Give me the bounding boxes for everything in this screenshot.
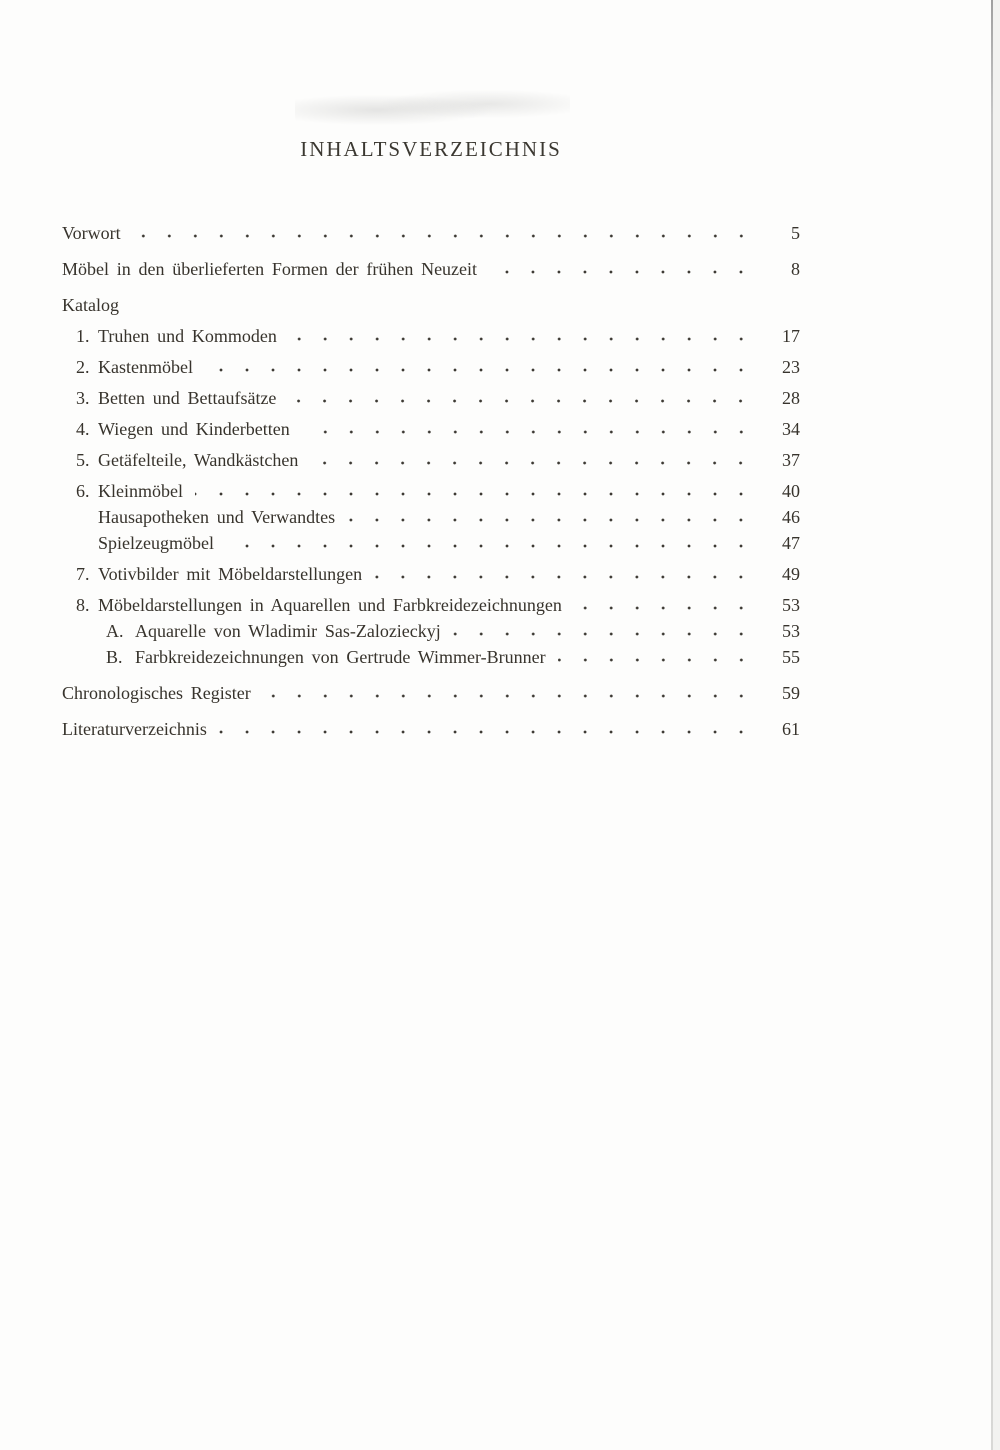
page-title: INHALTSVERZEICHNIS (300, 137, 562, 161)
toc-entry-kleinmoebel (62, 480, 800, 502)
toc-page-number: 5 (791, 223, 800, 243)
dot-leader (219, 728, 754, 736)
toc-page-number: 53 (782, 621, 800, 641)
toc-entry-farbkreidezeichnungen (62, 646, 800, 668)
toc-entry-label: Kleinmöbel (98, 481, 183, 501)
toc-entry-label: Literaturverzeichnis (62, 719, 207, 739)
toc-page-number: 49 (782, 564, 800, 584)
toc-entry-number: 6. (76, 481, 90, 501)
toc-page-number: 61 (782, 719, 800, 739)
toc-page-number: 40 (782, 481, 800, 501)
toc-entry-label: Vorwort (62, 223, 121, 243)
toc-entry-label: Wiegen und Kinderbetten (98, 419, 290, 439)
dot-leader (288, 397, 754, 405)
toc-page-number: 37 (782, 450, 800, 470)
toc-entry-number: 2. (76, 357, 90, 377)
toc-entry-number: 4. (76, 419, 90, 439)
toc-page-number: 46 (782, 507, 800, 527)
toc-entry-number: 5. (76, 450, 90, 470)
dot-leader (226, 542, 754, 550)
toc-entry-betten (62, 387, 800, 409)
dot-leader (289, 335, 754, 343)
toc-entry-moebel-neuzeit (62, 258, 800, 280)
toc-entry-getaefelteile (62, 449, 800, 471)
dot-leader (347, 516, 754, 524)
toc-entry-label: Chronologisches Register (62, 683, 251, 703)
dot-leader (263, 692, 754, 700)
toc-page-number: 55 (782, 647, 800, 667)
toc-entry-literaturverzeichnis (62, 718, 800, 740)
toc-entry-label: Katalog (62, 295, 119, 315)
dot-leader (453, 630, 754, 638)
toc-entry-votivbilder (62, 563, 800, 585)
dot-leader (558, 656, 754, 664)
toc-entry-chronologisches-register (62, 682, 800, 704)
toc-entry-label: Möbel in den überlieferten Formen der frühen Neuzeit (62, 259, 478, 279)
toc-entry-number: 1. (76, 326, 90, 346)
toc-entry-vorwort (62, 222, 800, 244)
dot-leader (374, 573, 754, 581)
dot-leader (195, 490, 754, 498)
dot-leader (133, 232, 754, 240)
toc-entry-label: Hausapotheken und Verwandtes (98, 507, 336, 527)
dot-leader (489, 268, 754, 276)
toc-page-number: 53 (782, 595, 800, 615)
toc-entry-hausapotheken (62, 506, 800, 528)
toc-entry-label: Kastenmöbel (98, 357, 193, 377)
toc-entry-number: 3. (76, 388, 90, 408)
toc-page-number: 59 (782, 683, 800, 703)
toc-entry-label: Aquarelle von Wladimir Sas-Zalozieckyj (135, 621, 441, 641)
toc-entry-label: Betten und Bettaufsätze (98, 388, 277, 408)
toc-page-number: 34 (782, 419, 800, 439)
toc-entry-katalog (62, 294, 800, 316)
toc-entry-spielzeugmoebel (62, 532, 800, 554)
toc-entry-label: Farbkreidezeichnungen von Gertrude Wimmer-Brunner (135, 647, 546, 667)
toc-entry-aquarelle (62, 620, 800, 642)
toc-entry-label: Spielzeugmöbel (98, 533, 214, 553)
toc-page-number: 47 (782, 533, 800, 553)
toc-entry-label: Möbeldarstellungen in Aquarellen und Farbkreidezeichnungen (98, 595, 562, 615)
toc-entry-label: Votivbilder mit Möbeldarstellungen (98, 564, 363, 584)
dot-leader (574, 604, 754, 612)
toc-entry-kastenmoebel (62, 356, 800, 378)
toc-page-number: 17 (782, 326, 800, 346)
toc-entry-letter: A. (106, 621, 124, 641)
dot-leader (310, 459, 754, 467)
toc-entry-wiegen (62, 418, 800, 440)
toc-entry-moebeldarstellungen (62, 594, 800, 616)
toc-page-number: 8 (791, 259, 800, 279)
dot-leader (205, 366, 754, 374)
toc-entry-truhen (62, 325, 800, 347)
toc-page-number: 23 (782, 357, 800, 377)
toc-entry-label: Getäfelteile, Wandkästchen (98, 450, 299, 470)
toc-entry-letter: B. (106, 647, 123, 667)
dot-leader (302, 428, 754, 436)
toc-page-number: 28 (782, 388, 800, 408)
toc-entry-label: Truhen und Kommoden (98, 326, 277, 346)
toc-entry-number: 8. (76, 595, 90, 615)
toc-entry-number: 7. (76, 564, 90, 584)
